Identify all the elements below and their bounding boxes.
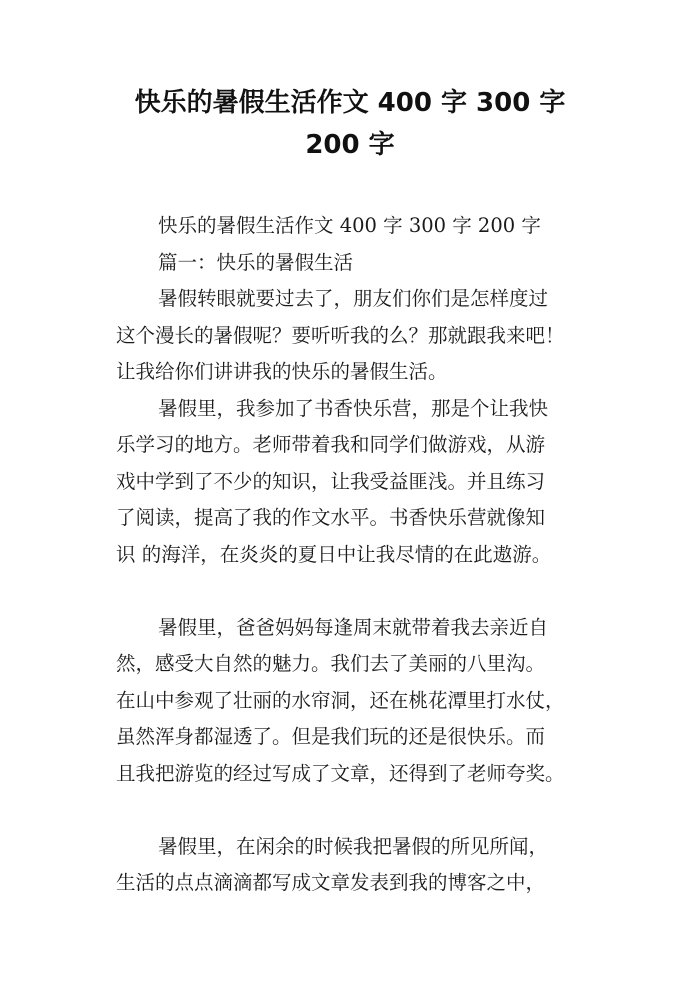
paragraph-3	[116, 610, 616, 793]
paragraph-line: 在山中参观了壮丽的水帘洞，还在桃花潭里打水仗，	[116, 688, 565, 712]
paragraph-line: 暑假里，爸爸妈妈每逢周末就带着我去亲近自	[158, 615, 549, 639]
paragraph-1	[116, 281, 616, 391]
paragraph-line: 识 的海洋，在炎炎的夏日中让我尽情的在此遨游。	[116, 542, 552, 566]
paragraph-line: 暑假里，我参加了书香快乐营，那是个让我快	[158, 396, 549, 420]
paragraph-line: 虽然浑身都湿透了。但是我们玩的还是很快乐。而	[116, 725, 546, 748]
paragraph-line: 暑假转眼就要过去了，朋友们你们是怎样度过	[158, 287, 549, 310]
paragraph-line: 生活的点点滴滴都写成文章发表到我的博客之中，	[116, 871, 546, 894]
paragraph-gap	[116, 573, 616, 610]
paragraph-2	[116, 391, 616, 574]
paragraph-line: 然，感受大自然的魅力。我们去了美丽的八里沟。	[116, 652, 546, 675]
paragraph-line: 这个漫长的暑假呢？要听听我的么？那就跟我来吧！	[116, 323, 565, 347]
paragraph-line: 暑假里，在闲余的时候我把暑假的所见所闻，	[158, 834, 549, 858]
title-line-2: 200 字	[305, 130, 395, 160]
title-line-1: 快乐的暑假生活作文 400 字 300 字	[134, 88, 566, 118]
paragraph-line: 戏中学到了不少的知识，让我受益匪浅。并且练习	[116, 469, 546, 493]
chapter-heading: 篇一：快乐的暑假生活	[158, 250, 354, 274]
document-title	[0, 82, 700, 166]
paragraph-line: 乐学习的地方。老师带着我和同学们做游戏，从游	[116, 433, 546, 456]
paragraph-gap	[116, 792, 616, 829]
paragraph-line: 了阅读，提高了我的作文水平。书香快乐营就像知	[116, 506, 546, 529]
document-body	[116, 208, 616, 902]
paragraph-line: 且我把游览的经过写成了文章，还得到了老师夸奖。	[116, 761, 565, 785]
paragraph-line: 让我给你们讲讲我的快乐的暑假生活。	[116, 360, 448, 383]
paragraph-4	[116, 829, 616, 902]
subtitle: 快乐的暑假生活作文 400 字 300 字 200 字	[158, 214, 541, 237]
